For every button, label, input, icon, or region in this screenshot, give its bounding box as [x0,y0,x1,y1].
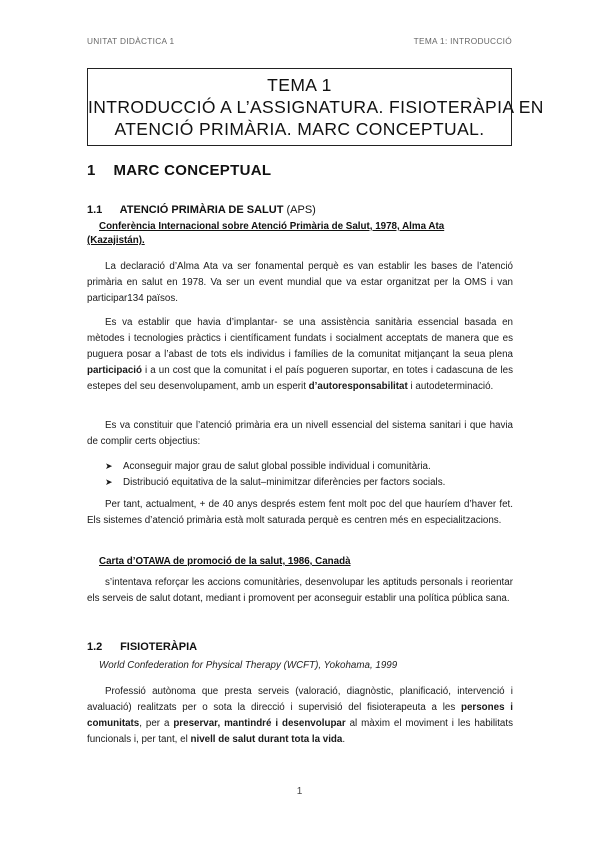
subhead-ottawa: Carta d’OTAWA de promoció de la salut, 1986, Canadà [99,556,351,567]
text-run: Professió autònoma que presta serveis (valoració, diagnòstic, planificació, intervenció i avaluació) realitzats per o sota la direcció i supervisió del fisioterapeuta a les [87,686,513,713]
title-line-3: ATENCIÓ PRIMÀRIA. MARC CONCEPTUAL. [114,119,485,139]
arrowhead-right-icon: ➤ [105,477,113,487]
paragraph-objectives [87,418,513,450]
title-box [87,68,544,146]
bold-persones: persones i comunitats [87,702,513,729]
bold-autoresponsabilitat: d’autoresponsabilitat [308,381,408,392]
section-title: MARC CONCEPTUAL [113,162,272,179]
text-run: Es va establir que havia d’implantar- se una assistència sanitària essencial basada en mètodes i tecnologies pràctics i científicament fundats i socialment acceptats de manera que es puguera posar a l’abast de tots els individus i famílies de la comunitat mitjançant la seua plena [87,317,513,360]
text-run: , per a [139,718,174,729]
subsection-number: 1.1 [87,204,103,216]
subsection-acronym: (APS) [286,204,316,216]
bullet-text: Distribució equitativa de la salut–minimitzar diferències per factors socials. [123,477,446,488]
subsection-heading-aps [87,204,316,216]
bullet-text: Aconseguir major grau de salut global possible individual i comunitària. [123,461,431,472]
subsection-title: ATENCIÓ PRIMÀRIA DE SALUT [119,204,284,216]
paragraph-text: La declaració d’Alma Ata va ser fonamental perquè es van establir les bases de l’atenció primària en salut en 1978. Va ser un event mundial que va estar organitzat per la OMS i van participar134 països. [87,261,513,304]
paragraph-text: s’intentava reforçar les accions comunitàries, desenvolupar les aptituds personals i reorientar els serveis de salut dotant, mediant i promovent per aconseguir establir una política pública sana. [87,577,513,604]
text-run: i autodeterminació. [407,381,494,392]
subsection-number: 1.2 [87,641,103,653]
paragraph-current-state [87,497,513,529]
bullet-item [105,458,515,475]
section-number: 1 [87,162,96,179]
subhead-line-1: Conferència Internacional sobre Atenció Primària de Salut, 1978, Alma Ata [99,221,445,232]
source-citation: World Confederation for Physical Therapy (WCFT), Yokohama, 1999 [99,660,398,671]
subsection-title: FISIOTERÀPIA [120,641,198,653]
paragraph-text: Es va constituir que l’atenció primària era un nivell essencial del sistema sanitari i que havia de complir certs objectius: [87,420,513,447]
page-number: 1 [296,786,303,797]
bullet-item [105,474,515,491]
paragraph-assistance [87,315,513,395]
subsection-heading-fisioterapia [87,641,197,653]
page-header [87,36,512,46]
paragraph-alma-ata [87,259,513,307]
arrowhead-right-icon: ➤ [105,461,113,471]
header-left: UNITAT DIDÀCTICA 1 [87,36,175,46]
title-line-1: TEMA 1 [267,75,332,95]
subhead-line-2: (Kazajistán). [87,235,145,246]
paragraph-ottawa [87,575,513,607]
bold-nivell-salut: nivell de salut durant tota la vida [190,734,343,745]
paragraph-definition [87,684,513,748]
text-run: . [342,734,346,745]
bold-participacio: participació [87,365,142,376]
bold-preservar: preservar, mantindré i desenvolupar [173,718,346,729]
title-line-2: INTRODUCCIÓ A L’ASSIGNATURA. FISIOTERÀPIA EN [88,97,544,117]
paragraph-text: Per tant, actualment, + de 40 anys després estem fent molt poc del que hauríem d’haver fet. Els sistemes d’atenció primària està molt saturada perquè es centren més en especialitzacions. [87,499,513,526]
header-right: TEMA 1: INTRODUCCIÓ [413,36,512,46]
text-run: al màxim el moviment i les habilitats funcionals i, per tant, el [87,718,513,745]
section-heading [87,162,271,179]
text-run: i a un cost que la comunitat i el país pogueren suportar, en totes i cadascuna de les estepes del seu desenvolupament, amb un esperit [87,365,513,392]
subhead-conference [87,220,445,248]
